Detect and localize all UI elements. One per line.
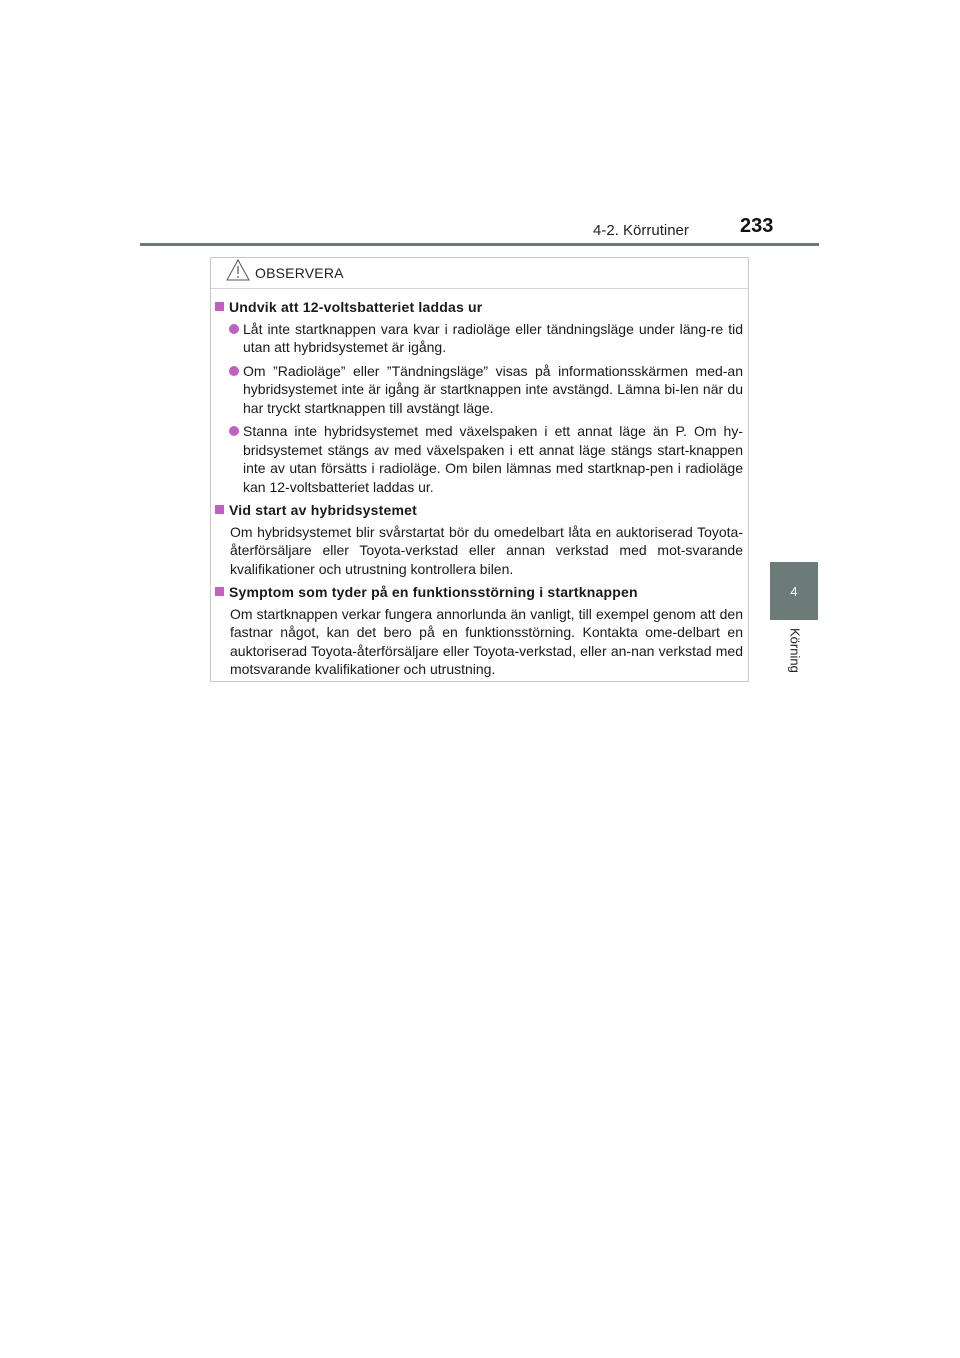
chapter-number: 4 bbox=[790, 583, 798, 599]
notice-body bbox=[215, 298, 743, 684]
section-heading: Symptom som tyder på en funktionsstörning i startknappen bbox=[215, 583, 743, 602]
page-number: 233 bbox=[740, 215, 774, 237]
notice-header bbox=[211, 258, 748, 289]
section-paragraph: Om startknappen verkar fungera annorlunda än vanligt, till exempel genom att den fastnar något, kan det bero på en funktionsstörning. Kontakta ome-delbart en auktoriserad Toyota-återförsäljare eller Toyota-verkstad, eller an-nan verkstad med motsvarande kvalifikationer och utrustning. bbox=[230, 605, 743, 677]
bullet-item: Om ”Radioläge” eller ”Tändningsläge” visas på informationsskärmen med-an hybridsystemet inte är igång är startknappen inte avstängd. Lämna bi-len när du har tryckt startknappen till avstängt läge. bbox=[215, 362, 743, 418]
square-bullet-icon bbox=[215, 505, 224, 514]
section-title: 4-2. Körrutiner bbox=[593, 222, 689, 239]
section-heading: Undvik att 12-voltsbatteriet laddas ur bbox=[215, 298, 743, 317]
notice-title: OBSERVERA bbox=[255, 265, 344, 281]
square-bullet-icon bbox=[215, 302, 224, 311]
bullet-item: Låt inte startknappen vara kvar i radioläge eller tändningsläge under läng-re tid utan att hybridsystemet är igång. bbox=[215, 320, 743, 357]
warning-triangle-icon bbox=[225, 258, 251, 282]
chapter-label: Körning bbox=[787, 628, 803, 673]
section-paragraph: Om hybridsystemet blir svårstartat bör du omedelbart låta en auktoriserad Toyota-återförsäljare eller Toyota-verkstad eller annan verkstad med mot-svarande kvalifikationer och utrustning kontrollera bilen. bbox=[230, 523, 743, 577]
header-divider bbox=[140, 243, 819, 246]
square-bullet-icon bbox=[215, 587, 224, 596]
section-heading: Vid start av hybridsystemet bbox=[215, 501, 743, 520]
round-bullet-icon bbox=[229, 366, 239, 376]
bullet-item: Stanna inte hybridsystemet med växelspaken i ett annat läge än P. Om hy-bridsystemet stängs av med växelspaken i ett annat läge stängs start-knappen inte av utan försätts i radioläge. Om bilen lämnas med startknap-pen i radioläge kan 12-voltsbatteriet laddas ur. bbox=[215, 422, 743, 496]
chapter-number-tab[interactable] bbox=[770, 562, 818, 620]
round-bullet-icon bbox=[229, 426, 239, 436]
round-bullet-icon bbox=[229, 324, 239, 334]
caution-notice-box bbox=[210, 257, 749, 682]
